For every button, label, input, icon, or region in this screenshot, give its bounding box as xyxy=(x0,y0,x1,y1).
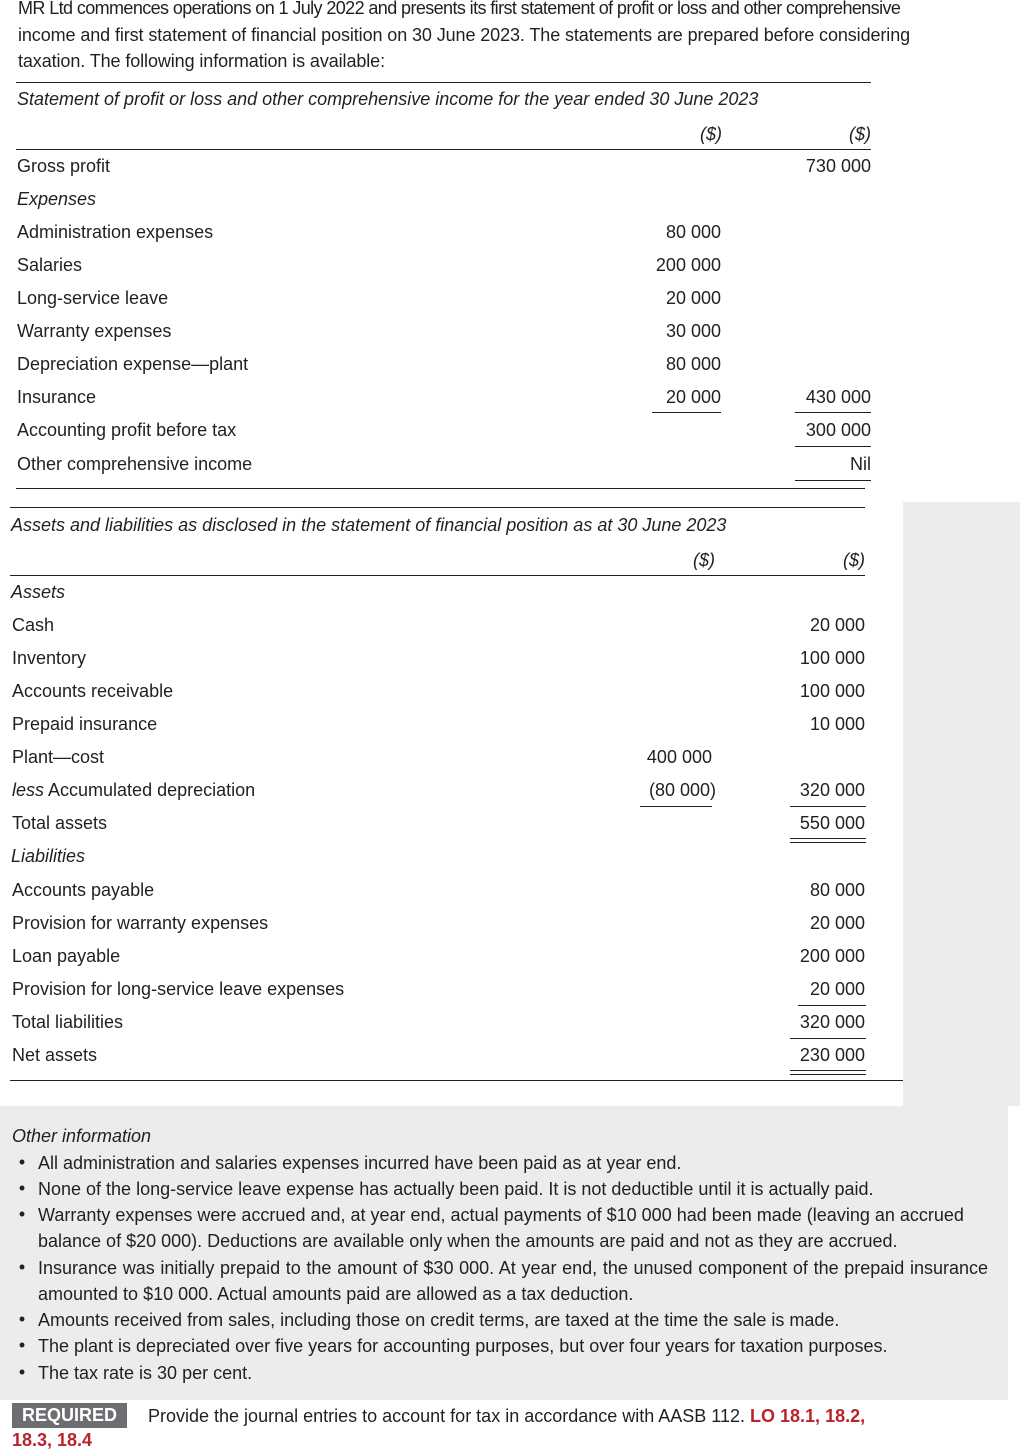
profit-col1-header: ($) xyxy=(700,124,722,144)
position-row-label: Cash xyxy=(12,615,55,635)
info-bullet: The plant is depreciated over five years for accounting purposes, but over four years for taxation purposes. xyxy=(38,1336,888,1356)
position-row-col2: 80 000 xyxy=(809,880,865,900)
profit-col2-header: ($) xyxy=(849,124,871,144)
profit-row-label: Depreciation expense—plant xyxy=(17,354,249,374)
total-double-underline xyxy=(790,1070,866,1075)
profit-bottom-rule xyxy=(16,488,865,489)
total-underline xyxy=(795,446,871,447)
profit-header-rule xyxy=(16,149,871,150)
bullet-dot: • xyxy=(18,1335,26,1355)
position-row-label: Net assets xyxy=(12,1045,98,1065)
learning-outcomes-continued: 18.3, 18.4 xyxy=(12,1430,93,1450)
bullet-dot: • xyxy=(18,1178,26,1198)
position-row-col2: 230 000 xyxy=(799,1045,865,1065)
grey-side-panel xyxy=(903,502,1020,1106)
profit-row-label: Long-service leave xyxy=(17,288,169,308)
intro-line-1: MR Ltd commences operations on 1 July 2022 and presents its first statement of profit or loss and other comprehensive xyxy=(18,0,901,18)
required-badge: REQUIRED xyxy=(12,1403,127,1428)
position-row-col2: 100 000 xyxy=(799,648,865,668)
info-bullet: All administration and salaries expenses incurred have been paid as at year end. xyxy=(38,1153,682,1173)
position-row-label: Loan payable xyxy=(12,946,121,966)
position-row-label: Plant—cost xyxy=(12,747,105,767)
subtotal-underline xyxy=(795,412,871,413)
profit-row-label: Warranty expenses xyxy=(17,321,172,341)
intro-line-3: taxation. The following information is available: xyxy=(18,51,385,71)
bullet-dot: • xyxy=(18,1257,26,1277)
profit-row-col2: 730 000 xyxy=(805,156,871,176)
subtotal-underline xyxy=(652,412,721,413)
position-row-col2: 320 000 xyxy=(799,780,865,800)
profit-row-col1: 200 000 xyxy=(655,255,721,275)
position-col2-header: ($) xyxy=(843,550,865,570)
bullet-dot: • xyxy=(18,1204,26,1224)
other-info-heading: Other information xyxy=(12,1126,152,1146)
profit-row-col2: 300 000 xyxy=(805,420,871,440)
profit-row-col1: 30 000 xyxy=(665,321,721,341)
info-bullet: Amounts received from sales, including those on credit terms, are taxed at the time the sale is made. xyxy=(38,1310,840,1330)
position-row-label: Total liabilities xyxy=(12,1012,124,1032)
position-row-label: Inventory xyxy=(12,648,87,668)
bullet-dot: • xyxy=(18,1309,26,1329)
intro-line-2: income and first statement of financial position on 30 June 2023. The statements are prepared before considering xyxy=(18,24,911,45)
required-text xyxy=(148,1403,988,1429)
position-row-col2: 20 000 xyxy=(809,979,865,999)
position-row-label: Provision for long-service leave expenses xyxy=(12,979,345,999)
profit-row-col1: 20 000 xyxy=(665,288,721,308)
position-row-label: Accounts payable xyxy=(12,880,155,900)
subtotal-underline xyxy=(790,1038,866,1039)
position-row-col2: 320 000 xyxy=(799,1012,865,1032)
intro-paragraph xyxy=(18,0,993,75)
expenses-subheading: Expenses xyxy=(17,189,97,209)
profit-row-col1: 80 000 xyxy=(665,222,721,242)
profit-row-label: Insurance xyxy=(17,387,97,407)
subtotal-underline xyxy=(798,1005,866,1006)
bullet-dot: • xyxy=(18,1362,26,1382)
position-row-col1: (80 000) xyxy=(648,780,716,800)
profit-row-col1: 80 000 xyxy=(665,354,721,374)
profit-row-label: Administration expenses xyxy=(17,222,214,242)
info-bullet: None of the long-service leave expense has actually been paid. It is not deductible until it is actually paid. xyxy=(38,1179,874,1199)
accumulated-depreciation-text: Accumulated depreciation xyxy=(44,780,256,800)
position-row-col2: 100 000 xyxy=(799,681,865,701)
total-underline xyxy=(795,480,871,481)
position-row-col2: 200 000 xyxy=(799,946,865,966)
profit-row-label: Salaries xyxy=(17,255,83,275)
position-row-label: Provision for warranty expenses xyxy=(12,913,269,933)
required-instruction: Provide the journal entries to account for tax in accordance with AASB 112. xyxy=(148,1406,746,1426)
info-bullet: Insurance was initially prepaid to the amount of $30 000. At year end, the unused component of the prepaid insurance amounted to $10 000. Actual amounts paid are allowed as a tax deduction. xyxy=(38,1258,988,1305)
liabilities-subheading: Liabilities xyxy=(11,846,86,866)
total-double-underline xyxy=(790,838,866,843)
learning-outcomes: LO 18.1, 18.2, xyxy=(750,1406,866,1426)
subtotal-underline xyxy=(640,806,712,807)
info-bullet: Warranty expenses were accrued and, at year end, actual payments of $10 000 had been made (leaving an accrued balance of $20 000). Deductions are available only when the amounts are paid and not as they are accrued. xyxy=(38,1205,964,1252)
profit-row-label: Accounting profit before tax xyxy=(17,420,237,440)
info-bullet: The tax rate is 30 per cent. xyxy=(38,1363,253,1383)
assets-subheading: Assets xyxy=(11,582,66,602)
profit-row-label: Other comprehensive income xyxy=(17,454,253,474)
profit-row-label: Gross profit xyxy=(17,156,111,176)
position-row-label: Total assets xyxy=(12,813,108,833)
position-bottom-rule xyxy=(10,1080,903,1081)
bullet-dot: • xyxy=(18,1152,26,1172)
position-caption: Assets and liabilities as disclosed in the statement of financial position as at 30 June 2023 xyxy=(11,515,727,535)
profit-row-col2: 430 000 xyxy=(805,387,871,407)
position-row-col2: 10 000 xyxy=(809,714,865,734)
profit-top-rule xyxy=(16,82,871,83)
subtotal-underline xyxy=(790,806,866,807)
position-row-col1: 400 000 xyxy=(646,747,712,767)
position-header-rule xyxy=(10,575,865,576)
position-row-label: Prepaid insurance xyxy=(12,714,158,734)
position-col1-header: ($) xyxy=(693,550,715,570)
less-prefix: less xyxy=(12,780,45,800)
profit-row-col2: Nil xyxy=(850,454,871,474)
position-top-rule xyxy=(10,507,865,508)
profit-row-col1: 20 000 xyxy=(665,387,721,407)
position-row-col2: 20 000 xyxy=(809,913,865,933)
profit-caption: Statement of profit or loss and other comprehensive income for the year ended 30 June 2023 xyxy=(17,89,759,109)
position-row-label: Accounts receivable xyxy=(12,681,174,701)
position-row-col2: 550 000 xyxy=(799,813,865,833)
position-row-col2: 20 000 xyxy=(809,615,865,635)
position-row-label xyxy=(12,780,255,801)
